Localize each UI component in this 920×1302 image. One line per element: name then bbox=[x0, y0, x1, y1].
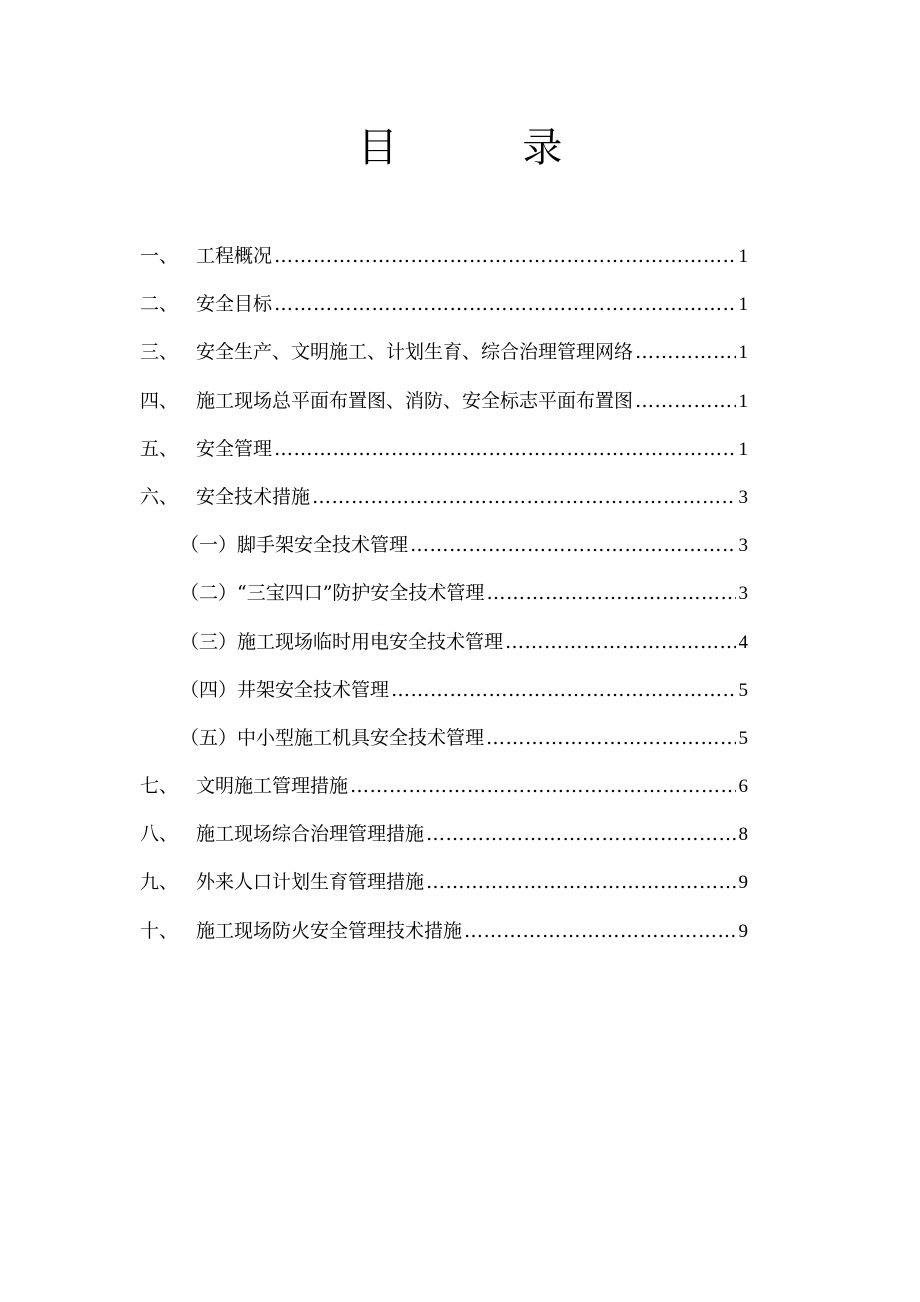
toc-entry-number: 六、 bbox=[140, 485, 179, 508]
toc-entry[interactable] bbox=[140, 425, 748, 473]
toc-subentry[interactable] bbox=[140, 521, 748, 569]
toc-entry[interactable] bbox=[140, 377, 748, 425]
toc-entry-number: 九、 bbox=[140, 871, 179, 894]
toc-entry-page: 5 bbox=[738, 679, 748, 701]
toc-leader-dots bbox=[635, 328, 736, 376]
toc-leader-dots bbox=[505, 618, 736, 666]
toc-entry-text: 安全生产、文明施工、计划生育、综合治理管理网络 bbox=[196, 341, 634, 364]
toc-entry[interactable] bbox=[140, 762, 748, 810]
toc-entry-number: 八、 bbox=[140, 823, 179, 846]
toc-leader-dots bbox=[486, 714, 736, 762]
toc-subentry[interactable] bbox=[140, 569, 748, 617]
toc-entry[interactable] bbox=[140, 473, 748, 521]
toc-entry-text: 安全技术措施 bbox=[196, 485, 311, 508]
toc-entry[interactable] bbox=[140, 907, 748, 955]
toc-leader-dots bbox=[274, 232, 736, 280]
toc-entry-number: 五、 bbox=[140, 437, 179, 460]
toc-entry-text: 安全管理 bbox=[196, 437, 273, 460]
toc-entry-page: 1 bbox=[738, 438, 748, 460]
toc-leader-dots bbox=[426, 810, 736, 858]
toc-entry-page: 1 bbox=[738, 246, 748, 267]
toc-leader-dots bbox=[350, 762, 736, 810]
toc-entry-number: 四、 bbox=[140, 389, 179, 412]
toc-subentry[interactable] bbox=[140, 714, 748, 762]
toc-entry-text: 文明施工管理措施 bbox=[196, 775, 349, 798]
toc-entry-number: 三、 bbox=[140, 341, 179, 364]
toc-subentry[interactable] bbox=[140, 618, 748, 666]
toc-entry-page: 6 bbox=[738, 776, 748, 798]
toc-entry[interactable] bbox=[140, 328, 748, 376]
toc-entry-page: 1 bbox=[738, 294, 748, 316]
toc-entry-page: 3 bbox=[738, 535, 748, 557]
toc-entry-text: 施工现场防火安全管理技术措施 bbox=[196, 919, 463, 942]
toc-entry[interactable] bbox=[140, 858, 748, 906]
toc-entry-text: （二）“三宝四口”防护安全技术管理 bbox=[180, 582, 485, 605]
toc-leader-dots bbox=[464, 907, 736, 955]
toc-entry-page: 9 bbox=[738, 920, 748, 942]
toc-entry-text: （四）井架安全技术管理 bbox=[180, 678, 390, 701]
toc-entry-text: （五）中小型施工机具安全技术管理 bbox=[180, 726, 485, 749]
toc-entry-page: 9 bbox=[738, 872, 748, 894]
toc-entry-number: 二、 bbox=[140, 293, 179, 316]
toc-entry-text: 施工现场综合治理管理措施 bbox=[196, 823, 425, 846]
toc-entry-number: 十、 bbox=[140, 919, 179, 942]
toc-entry-text: （一）脚手架安全技术管理 bbox=[180, 534, 409, 557]
toc-subentry[interactable] bbox=[140, 666, 748, 714]
toc-entry-page: 3 bbox=[738, 486, 748, 508]
toc-leader-dots bbox=[635, 377, 736, 425]
toc-entry-text: 施工现场总平面布置图、消防、安全标志平面布置图 bbox=[196, 389, 634, 412]
toc-entry-page: 1 bbox=[738, 342, 748, 364]
toc-entry-page: 3 bbox=[738, 583, 748, 605]
toc-entry-page: 1 bbox=[738, 390, 748, 412]
toc-entry-page: 5 bbox=[738, 727, 748, 749]
toc-leader-dots bbox=[312, 473, 736, 521]
toc-list bbox=[140, 232, 748, 955]
toc-entry-text: 工程概况 bbox=[196, 245, 273, 267]
toc-entry-page: 8 bbox=[738, 824, 748, 846]
toc-entry[interactable] bbox=[140, 232, 748, 280]
toc-leader-dots bbox=[391, 666, 736, 714]
toc-entry[interactable] bbox=[140, 810, 748, 858]
toc-leader-dots bbox=[274, 425, 736, 473]
toc-entry[interactable] bbox=[140, 280, 748, 328]
toc-entry-text: 安全目标 bbox=[196, 293, 273, 316]
toc-title: 目 录 bbox=[357, 125, 619, 171]
toc-entry-text: （三）施工现场临时用电安全技术管理 bbox=[180, 630, 504, 653]
toc-leader-dots bbox=[426, 858, 736, 906]
toc-leader-dots bbox=[274, 280, 736, 328]
toc-entry-number: 七、 bbox=[140, 775, 179, 798]
toc-leader-dots bbox=[486, 569, 736, 617]
toc-entry-text: 外来人口计划生育管理措施 bbox=[196, 871, 425, 894]
toc-entry-page: 4 bbox=[738, 631, 748, 653]
toc-entry-number: 一、 bbox=[140, 245, 179, 267]
toc-leader-dots bbox=[410, 521, 736, 569]
